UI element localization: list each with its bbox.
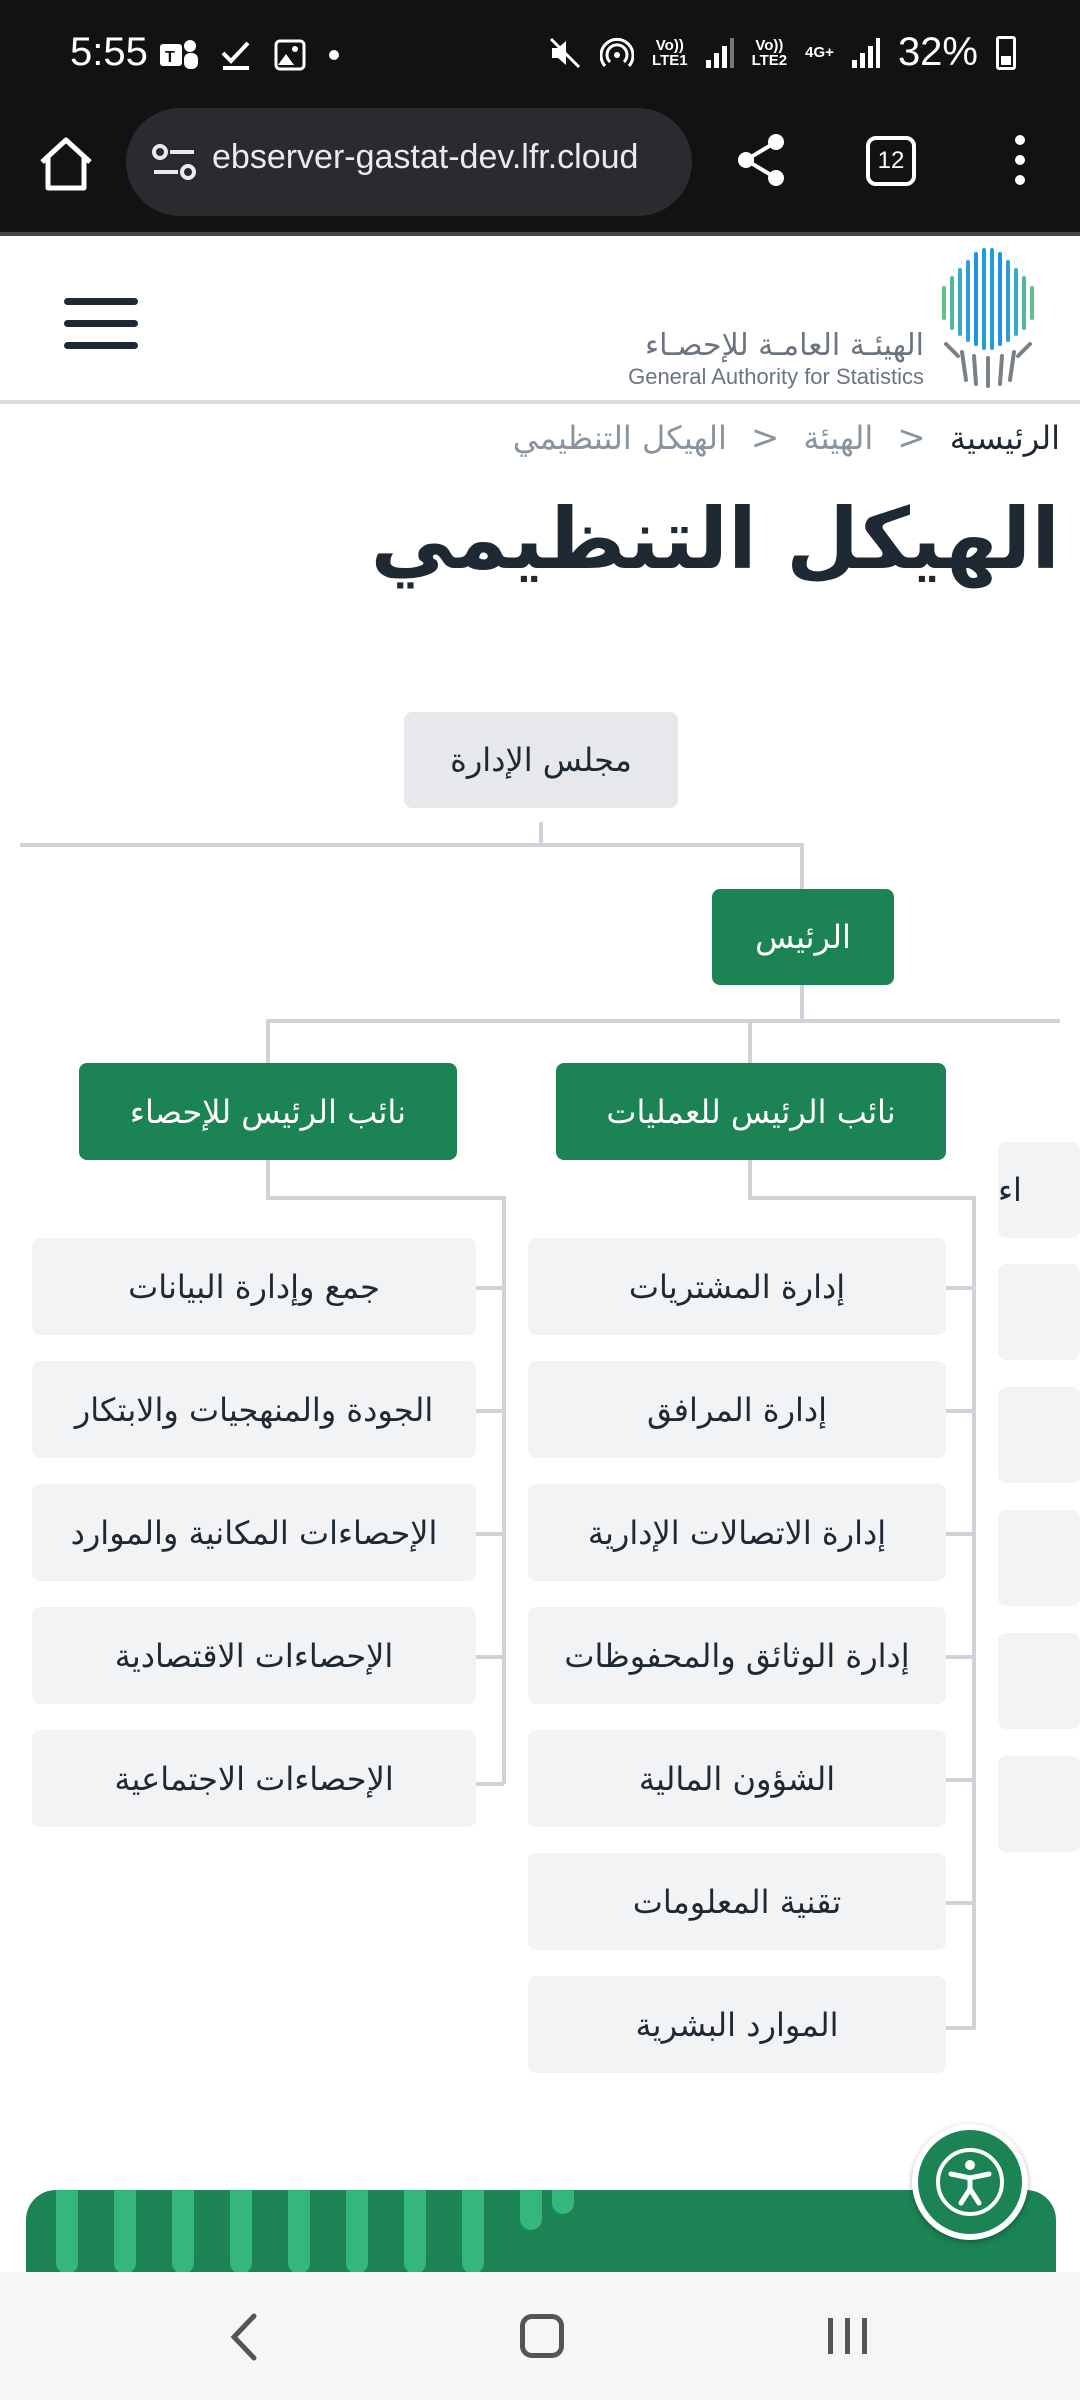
signal-strength-2-icon [852, 38, 880, 68]
back-icon[interactable] [224, 2312, 264, 2362]
breadcrumb-separator-icon: < [897, 418, 926, 458]
connector-line [946, 1778, 974, 1782]
org-node-offscreen-partial[interactable] [998, 1633, 1080, 1729]
org-node-board[interactable]: مجلس الإدارة [404, 712, 678, 808]
org-node-documents-archives[interactable]: إدارة الوثائق والمحفوظات [528, 1607, 946, 1704]
org-node-economic-statistics[interactable]: الإحصاءات الاقتصادية [32, 1607, 476, 1704]
connector-line [748, 1019, 752, 1063]
connector-line [476, 1409, 504, 1413]
connector-line [266, 1196, 506, 1200]
org-node-financial-affairs[interactable]: الشؤون المالية [528, 1730, 946, 1827]
org-node-president[interactable]: الرئيس [712, 889, 894, 985]
org-node-offscreen-partial[interactable] [998, 1264, 1080, 1360]
breadcrumb-home-link[interactable]: الرئيسية [949, 419, 1060, 457]
site-settings-icon[interactable] [148, 136, 200, 188]
org-node-quality-methodology[interactable]: الجودة والمنهجيات والابتكار [32, 1361, 476, 1458]
status-time: 5:55 [70, 30, 148, 74]
connector-line [946, 1409, 974, 1413]
sim2-indicator: Vo)) LTE2 [751, 36, 788, 69]
connector-line [476, 1286, 504, 1290]
hamburger-menu-icon[interactable] [64, 298, 138, 350]
url-text[interactable]: ebserver-gastat-dev.lfr.cloud [212, 138, 639, 176]
status-notification-icons [160, 38, 340, 72]
connector-line [800, 843, 804, 889]
org-node-administrative-communications[interactable]: إدارة الاتصالات الإدارية [528, 1484, 946, 1581]
org-node-offscreen-partial[interactable] [998, 1510, 1080, 1606]
accessibility-icon [935, 2147, 1005, 2217]
network-type-indicator: 4G+ [805, 44, 834, 61]
sim1-indicator: Vo)) LTE1 [652, 36, 688, 69]
address-bar[interactable] [126, 108, 692, 216]
connector-line [800, 985, 804, 1021]
breadcrumb-current-page: الهيكل التنظيمي [512, 419, 727, 457]
connector-line [946, 2026, 974, 2030]
accessibility-button[interactable] [912, 2124, 1028, 2240]
connector-line [20, 843, 804, 847]
connector-line [946, 1901, 974, 1905]
org-node-procurement[interactable]: إدارة المشتريات [528, 1238, 946, 1335]
home-icon[interactable] [520, 2314, 564, 2358]
connector-line [266, 1160, 270, 1198]
connector-line [266, 1019, 270, 1063]
org-node-vp-statistics[interactable]: نائب الرئيس للإحصاء [79, 1063, 457, 1160]
system-navigation-bar [0, 2272, 1080, 2400]
logo-arabic-name: الهيئـة العامـة للإحصـاء [644, 328, 924, 363]
footer-decorative-band [26, 2190, 1056, 2274]
org-node-social-statistics[interactable]: الإحصاءات الاجتماعية [32, 1730, 476, 1827]
share-icon[interactable] [732, 130, 792, 190]
svg-text:T: T [165, 49, 175, 66]
org-node-offscreen-partial-label: اء [998, 1171, 1022, 1209]
browser-home-icon[interactable] [34, 132, 98, 196]
signal-strength-1-icon [706, 38, 734, 68]
org-node-offscreen-partial[interactable] [998, 1756, 1080, 1852]
org-node-vp-operations[interactable]: نائب الرئيس للعمليات [556, 1063, 946, 1160]
teams-icon [160, 38, 198, 72]
org-node-spatial-statistics[interactable]: الإحصاءات المكانية والموارد [32, 1484, 476, 1581]
org-node-information-technology[interactable]: تقنية المعلومات [528, 1853, 946, 1950]
connector-line [539, 822, 543, 844]
tab-switcher-button[interactable]: 12 [866, 136, 916, 186]
status-bar [0, 0, 1080, 100]
org-node-offscreen-partial[interactable] [998, 1387, 1080, 1483]
connector-line [748, 1160, 752, 1198]
task-check-icon [220, 39, 252, 71]
connector-line [946, 1286, 974, 1290]
gastat-logo-icon[interactable] [936, 248, 1040, 388]
browser-toolbar [0, 100, 1080, 236]
battery-icon [996, 36, 1016, 70]
logo-english-name: General Authority for Statistics [628, 364, 924, 389]
connector-line [476, 1782, 504, 1786]
org-node-data-collection[interactable]: جمع وإدارة البيانات [32, 1238, 476, 1335]
connector-line [748, 1196, 976, 1200]
more-notifications-dot-icon [328, 49, 340, 61]
breadcrumb-separator-icon: < [750, 418, 780, 458]
breadcrumb-authority-link[interactable]: الهيئة [803, 419, 874, 457]
breadcrumb [513, 418, 1060, 458]
page-title: الهيكل التنظيمي [370, 490, 1060, 588]
connector-line [946, 1532, 974, 1536]
connector-line [946, 1655, 974, 1659]
battery-percentage: 32% [897, 30, 978, 74]
org-node-offscreen-partial[interactable] [998, 1142, 1080, 1238]
connector-line [476, 1532, 504, 1536]
connector-line [476, 1655, 504, 1659]
connector-line [266, 1019, 1060, 1023]
mute-icon [548, 36, 582, 70]
status-system-icons [548, 30, 1016, 75]
recent-apps-icon[interactable] [826, 2316, 870, 2356]
browser-menu-icon[interactable] [1000, 130, 1040, 190]
org-node-facilities[interactable]: إدارة المرافق [528, 1361, 946, 1458]
org-node-human-resources[interactable]: الموارد البشرية [528, 1976, 946, 2073]
hotspot-icon [600, 36, 634, 70]
connector-line [502, 1196, 506, 1784]
site-header [0, 240, 1080, 404]
gallery-icon [274, 39, 306, 71]
